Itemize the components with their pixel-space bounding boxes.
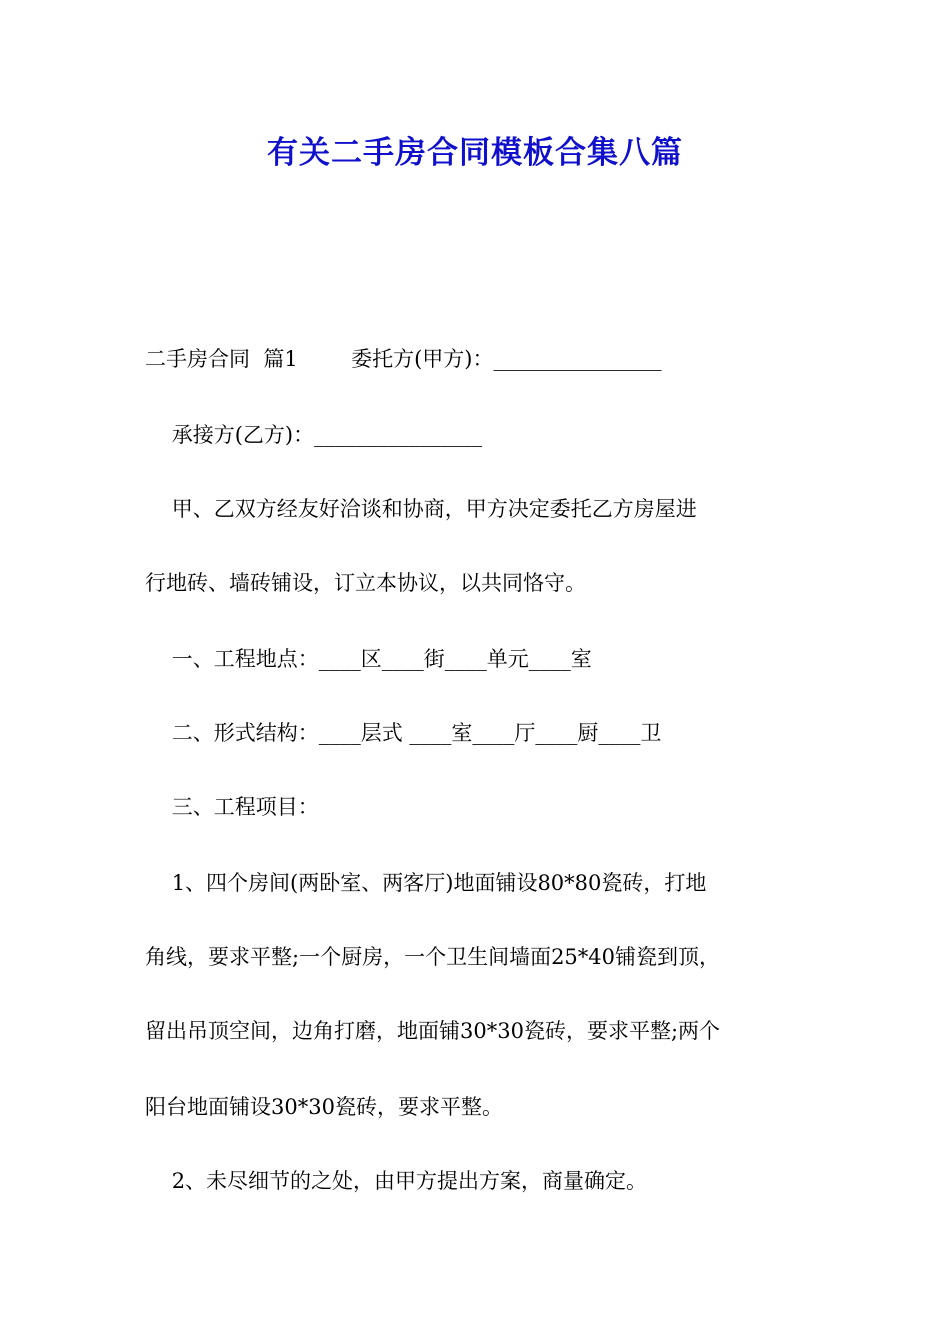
line-item1-1: 1、四个房间(两卧室、两客厅)地面铺设80*80瓷砖，打地 xyxy=(145,871,707,895)
line-intro-2: 行地砖、墙砖铺设，订立本协议，以共同恪守。 xyxy=(145,571,586,595)
line-item1-3: 留出吊顶空间，边角打磨，地面铺30*30瓷砖，要求平整;两个 xyxy=(145,1019,721,1043)
line-structure: 二、形式结构：____层式 ____室____厅____厨____卫 xyxy=(145,721,662,745)
line-item2: 2、未尽细节的之处，由甲方提出方案，商量确定。 xyxy=(145,1169,648,1193)
line-project-location: 一、工程地点：____区____街____单元____室 xyxy=(145,647,592,671)
line-section-heading-parties: 二手房合同 篇1 委托方(甲方)：________________ xyxy=(145,347,662,371)
line-party-b: 承接方(乙方)：________________ xyxy=(145,423,483,447)
document-title: 有关二手房合同模板合集八篇 xyxy=(267,135,683,171)
line-item1-4: 阳台地面铺设30*30瓷砖，要求平整。 xyxy=(145,1095,503,1119)
line-intro-1: 甲、乙双方经友好洽谈和协商，甲方决定委托乙方房屋进 xyxy=(145,497,697,521)
line-item1-2: 角线，要求平整;一个厨房，一个卫生间墙面25*40铺瓷到顶， xyxy=(145,945,721,969)
line-project-items-heading: 三、工程项目： xyxy=(145,795,319,819)
